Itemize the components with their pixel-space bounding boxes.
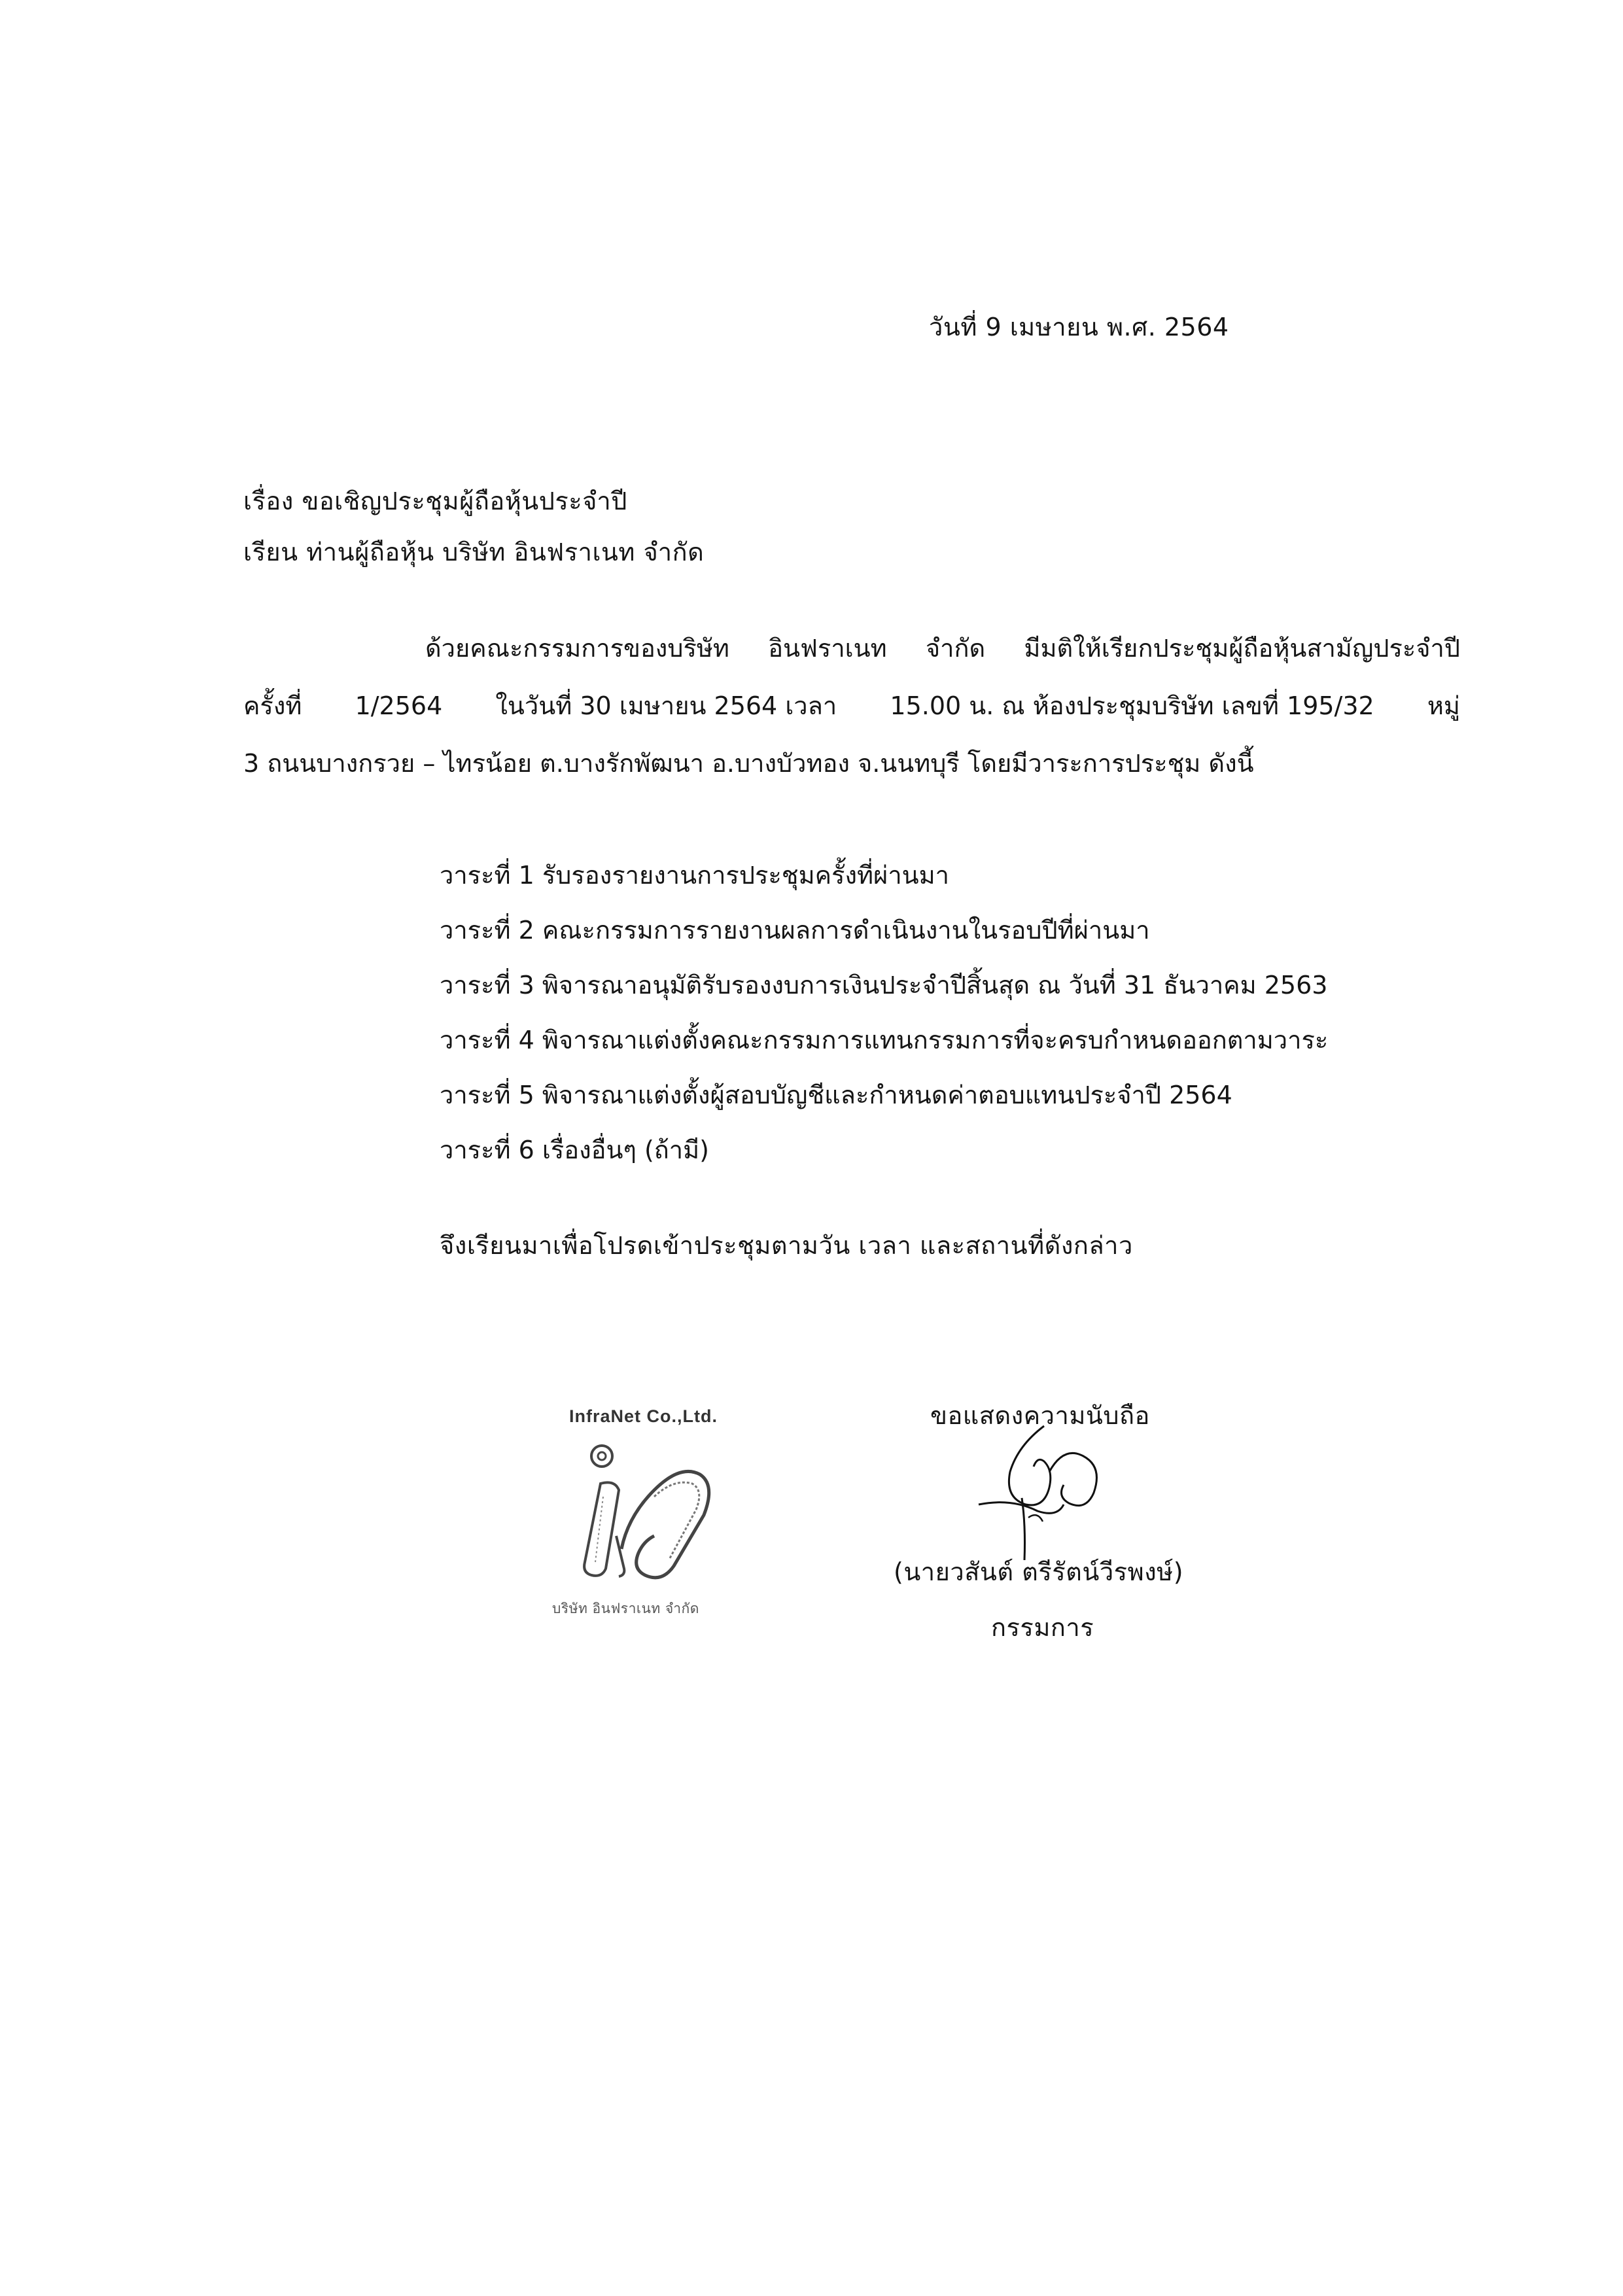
agenda-item: วาระที่ 3 พิจารณาอนุมัติรับรองงบการเงินประจำปีสิ้นสุด ณ วันที่ 31 ธันวาคม 2563: [440, 971, 1328, 1000]
agenda-item: วาระที่ 5 พิจารณาแต่งตั้งผู้สอบบัญชีและกำหนดค่าตอบแทนประจำปี 2564: [440, 1081, 1232, 1109]
body-text: 1/2564: [355, 691, 443, 720]
company-logo-icon: [576, 1438, 733, 1595]
body-line-1: [425, 631, 1460, 665]
body-line-2: [243, 689, 1460, 723]
agenda-item: วาระที่ 6 เรื่องอื่นๆ (ถ้ามี): [440, 1136, 709, 1164]
body-text: จำกัด: [925, 634, 986, 663]
body-line-3: 3 ถนนบางกรวย – ไทรน้อย ต.บางรักพัฒนา อ.บางบัวทอง จ.นนทบุรี โดยมีวาระการประชุม ดังนี้: [243, 749, 1254, 778]
agenda-item: วาระที่ 4 พิจารณาแต่งตั้งคณะกรรมการแทนกรรมการที่จะครบกำหนดออกตามวาระ: [440, 1026, 1329, 1054]
regards-text: ขอแสดงความนับถือ: [930, 1401, 1150, 1430]
handwritten-signature-icon: [966, 1419, 1136, 1570]
body-text: หมู่: [1427, 691, 1460, 720]
body-text: มีมติให้เรียกประชุมผู้ถือหุ้นสามัญประจำปี: [1024, 634, 1460, 663]
body-text: ในวันที่ 30 เมษายน 2564 เวลา: [495, 691, 837, 720]
seal-company-en: InfraNet Co.,Ltd.: [569, 1406, 718, 1426]
body-text: ครั้งที่: [243, 691, 302, 720]
closing-text: จึงเรียนมาเพื่อโปรดเข้าประชุมตามวัน เวลา และสถานที่ดังกล่าว: [440, 1231, 1133, 1260]
letter-subject: เรื่อง ขอเชิญประชุมผู้ถือหุ้นประจำปี: [243, 487, 627, 515]
body-text: ด้วยคณะกรรมการของบริษัท: [425, 634, 729, 663]
body-text: อินฟราเนท: [768, 634, 887, 663]
agenda-item: วาระที่ 1 รับรองรายงานการประชุมครั้งที่ผ่านมา: [440, 861, 950, 890]
signer-position: กรรมการ: [991, 1613, 1094, 1642]
letter-recipient: เรียน ท่านผู้ถือหุ้น บริษัท อินฟราเนท จำกัด: [243, 538, 705, 566]
company-seal: [550, 1406, 759, 1622]
seal-company-th: บริษัท อินฟราเนท จำกัด: [552, 1601, 699, 1616]
agenda-item: วาระที่ 2 คณะกรรมการรายงานผลการดำเนินงานในรอบปีที่ผ่านมา: [440, 916, 1150, 945]
signer-name: (นายวสันต์ ตรีรัตน์วีรพงษ์): [894, 1557, 1184, 1586]
body-text: 15.00 น. ณ ห้องประชุมบริษัท เลขที่ 195/32: [890, 691, 1374, 720]
letter-date: วันที่ 9 เมษายน พ.ศ. 2564: [929, 313, 1229, 341]
agenda-list: [440, 858, 1328, 1188]
